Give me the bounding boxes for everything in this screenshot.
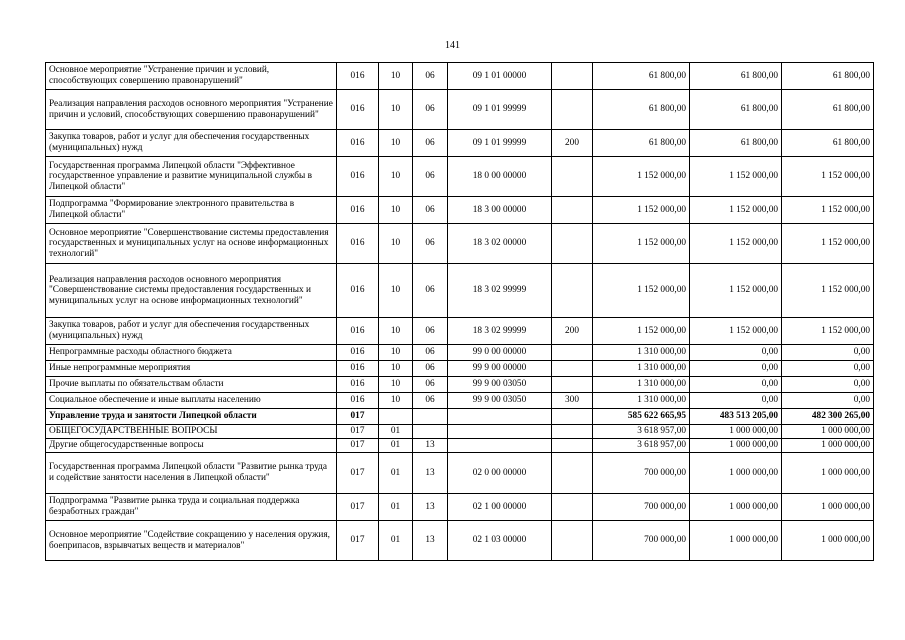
amount-year-2: 61 800,00 [690,63,782,90]
subsection-code: 06 [413,197,448,224]
table-row [46,130,874,157]
table-row [46,264,874,318]
subsection-code: 06 [413,130,448,157]
budget-table-body [46,63,874,561]
target-article-code: 02 0 00 00000 [448,453,552,494]
target-article-code [448,409,552,425]
ministry-code: 016 [337,130,379,157]
expense-type-code [552,453,593,494]
target-article-code: 18 3 00 00000 [448,197,552,224]
section-code: 10 [379,318,413,345]
amount-year-1: 1 152 000,00 [593,224,690,264]
row-name: Основное мероприятие "Содействие сокращению у населения оружия, боеприпасов, взрывчатых веществ и материалов" [46,521,337,561]
target-article-code: 99 0 00 00000 [448,345,552,361]
table-row [46,197,874,224]
ministry-code: 016 [337,377,379,393]
expense-type-code [552,90,593,130]
subsection-code: 06 [413,318,448,345]
amount-year-1: 3 618 957,00 [593,439,690,453]
amount-year-1: 1 152 000,00 [593,318,690,345]
subsection-code: 06 [413,63,448,90]
amount-year-1: 1 310 000,00 [593,345,690,361]
amount-year-2: 1 152 000,00 [690,318,782,345]
ministry-code: 017 [337,439,379,453]
amount-year-2: 61 800,00 [690,130,782,157]
table-row [46,224,874,264]
table-row [46,425,874,439]
row-name: Реализация направления расходов основного мероприятия "Устранение причин и условий, способствующих совершению правонарушений" [46,90,337,130]
amount-year-1: 1 152 000,00 [593,264,690,318]
subsection-code: 06 [413,90,448,130]
table-row [46,377,874,393]
expense-type-code [552,264,593,318]
row-name: Непрограммные расходы областного бюджета [46,345,337,361]
amount-year-3: 1 000 000,00 [782,521,874,561]
amount-year-1: 1 310 000,00 [593,377,690,393]
subsection-code: 06 [413,264,448,318]
amount-year-1: 1 152 000,00 [593,197,690,224]
row-name: ОБЩЕГОСУДАРСТВЕННЫЕ ВОПРОСЫ [46,425,337,439]
expense-type-code [552,361,593,377]
amount-year-3: 1 000 000,00 [782,494,874,521]
amount-year-2: 1 000 000,00 [690,439,782,453]
amount-year-2: 483 513 205,00 [690,409,782,425]
table-row [46,361,874,377]
amount-year-2: 0,00 [690,361,782,377]
amount-year-2: 1 000 000,00 [690,425,782,439]
target-article-code [448,425,552,439]
section-code: 10 [379,63,413,90]
table-row [46,521,874,561]
row-name: Прочие выплаты по обязательствам области [46,377,337,393]
row-name: Подпрограмма "Формирование электронного правительства в Липецкой области" [46,197,337,224]
section-code: 10 [379,197,413,224]
expense-type-code: 200 [552,130,593,157]
ministry-code: 016 [337,63,379,90]
amount-year-3: 1 152 000,00 [782,197,874,224]
row-name: Основное мероприятие "Устранение причин и условий, способствующих совершению правонарушений" [46,63,337,90]
ministry-code: 016 [337,345,379,361]
row-name: Государственная программа Липецкой области "Эффективное государственное управление и развитие муниципальной службы в Липецкой области" [46,157,337,197]
ministry-code: 016 [337,393,379,409]
target-article-code [448,439,552,453]
target-article-code: 18 3 02 00000 [448,224,552,264]
row-name: Государственная программа Липецкой области "Развитие рынка труда и содействие занятости населения в Липецкой области" [46,453,337,494]
row-name: Иные непрограммные мероприятия [46,361,337,377]
amount-year-2: 1 000 000,00 [690,494,782,521]
amount-year-3: 1 000 000,00 [782,425,874,439]
amount-year-1: 1 152 000,00 [593,157,690,197]
amount-year-2: 1 000 000,00 [690,521,782,561]
amount-year-3: 482 300 265,00 [782,409,874,425]
expense-type-code [552,439,593,453]
section-code: 01 [379,425,413,439]
target-article-code: 99 9 00 03050 [448,393,552,409]
amount-year-2: 0,00 [690,393,782,409]
amount-year-1: 700 000,00 [593,521,690,561]
table-row [46,90,874,130]
section-code: 10 [379,264,413,318]
amount-year-2: 1 000 000,00 [690,453,782,494]
section-code: 01 [379,453,413,494]
expense-type-code: 300 [552,393,593,409]
table-row [46,318,874,345]
target-article-code: 18 3 02 99999 [448,264,552,318]
subsection-code: 13 [413,453,448,494]
section-code: 10 [379,157,413,197]
amount-year-1: 700 000,00 [593,453,690,494]
row-name: Другие общегосударственные вопросы [46,439,337,453]
budget-table [45,62,874,561]
expense-type-code [552,345,593,361]
amount-year-1: 1 310 000,00 [593,361,690,377]
expense-type-code [552,197,593,224]
ministry-code: 016 [337,90,379,130]
subsection-code: 06 [413,157,448,197]
section-code: 10 [379,130,413,157]
target-article-code: 18 0 00 00000 [448,157,552,197]
amount-year-3: 1 152 000,00 [782,264,874,318]
subsection-code: 06 [413,345,448,361]
expense-type-code [552,425,593,439]
subsection-code: 06 [413,377,448,393]
amount-year-1: 61 800,00 [593,90,690,130]
ministry-code: 017 [337,409,379,425]
ministry-code: 016 [337,157,379,197]
row-name: Управление труда и занятости Липецкой области [46,409,337,425]
section-code: 10 [379,345,413,361]
section-code: 10 [379,377,413,393]
target-article-code: 09 1 01 99999 [448,90,552,130]
table-row [46,157,874,197]
amount-year-3: 1 152 000,00 [782,224,874,264]
ministry-code: 016 [337,361,379,377]
amount-year-3: 61 800,00 [782,130,874,157]
section-code: 01 [379,521,413,561]
amount-year-3: 1 152 000,00 [782,157,874,197]
section-code: 01 [379,439,413,453]
ministry-code: 017 [337,425,379,439]
table-row [46,393,874,409]
subsection-code [413,409,448,425]
expense-type-code [552,377,593,393]
amount-year-3: 61 800,00 [782,63,874,90]
subsection-code: 13 [413,494,448,521]
table-row [46,63,874,90]
amount-year-3: 0,00 [782,377,874,393]
amount-year-2: 1 152 000,00 [690,157,782,197]
expense-type-code [552,224,593,264]
section-code: 10 [379,224,413,264]
row-name: Закупка товаров, работ и услуг для обеспечения государственных (муниципальных) нужд [46,318,337,345]
target-article-code: 09 1 01 00000 [448,63,552,90]
section-code: 10 [379,90,413,130]
ministry-code: 017 [337,453,379,494]
row-name: Реализация направления расходов основного мероприятия "Совершенствование системы предоставления государственных и муниципальных услуг на основе информационных технологий" [46,264,337,318]
section-code: 10 [379,361,413,377]
expense-type-code [552,494,593,521]
table-row [46,345,874,361]
target-article-code: 02 1 03 00000 [448,521,552,561]
subsection-code [413,425,448,439]
amount-year-1: 3 618 957,00 [593,425,690,439]
amount-year-3: 0,00 [782,361,874,377]
subsection-code: 13 [413,521,448,561]
amount-year-1: 1 310 000,00 [593,393,690,409]
amount-year-3: 1 000 000,00 [782,439,874,453]
table-row [46,453,874,494]
section-code: 10 [379,393,413,409]
expense-type-code [552,409,593,425]
target-article-code: 99 9 00 03050 [448,377,552,393]
amount-year-1: 585 622 665,95 [593,409,690,425]
expense-type-code [552,521,593,561]
amount-year-1: 700 000,00 [593,494,690,521]
target-article-code: 02 1 00 00000 [448,494,552,521]
table-row [46,494,874,521]
row-name: Социальное обеспечение и иные выплаты населению [46,393,337,409]
expense-type-code [552,157,593,197]
amount-year-1: 61 800,00 [593,130,690,157]
ministry-code: 016 [337,224,379,264]
section-code: 01 [379,494,413,521]
target-article-code: 09 1 01 99999 [448,130,552,157]
amount-year-3: 1 000 000,00 [782,453,874,494]
row-name: Закупка товаров, работ и услуг для обеспечения государственных (муниципальных) нужд [46,130,337,157]
amount-year-2: 0,00 [690,377,782,393]
subsection-code: 06 [413,224,448,264]
amount-year-3: 1 152 000,00 [782,318,874,345]
amount-year-2: 1 152 000,00 [690,264,782,318]
target-article-code: 99 9 00 00000 [448,361,552,377]
subsection-code: 13 [413,439,448,453]
amount-year-2: 0,00 [690,345,782,361]
expense-type-code [552,63,593,90]
amount-year-3: 61 800,00 [782,90,874,130]
amount-year-2: 61 800,00 [690,90,782,130]
page-number: 141 [445,40,460,51]
amount-year-2: 1 152 000,00 [690,224,782,264]
table-row [46,439,874,453]
ministry-code: 016 [337,264,379,318]
subsection-code: 06 [413,393,448,409]
row-name: Подпрограмма "Развитие рынка труда и социальная поддержка безработных граждан" [46,494,337,521]
section-code [379,409,413,425]
amount-year-3: 0,00 [782,393,874,409]
ministry-code: 017 [337,521,379,561]
ministry-code: 017 [337,494,379,521]
subsection-code: 06 [413,361,448,377]
amount-year-2: 1 152 000,00 [690,197,782,224]
table-row [46,409,874,425]
ministry-code: 016 [337,197,379,224]
amount-year-3: 0,00 [782,345,874,361]
expense-type-code: 200 [552,318,593,345]
target-article-code: 18 3 02 99999 [448,318,552,345]
amount-year-1: 61 800,00 [593,63,690,90]
ministry-code: 016 [337,318,379,345]
row-name: Основное мероприятие "Совершенствование системы предоставления государственных и муниципальных услуг на основе информационных технологий" [46,224,337,264]
